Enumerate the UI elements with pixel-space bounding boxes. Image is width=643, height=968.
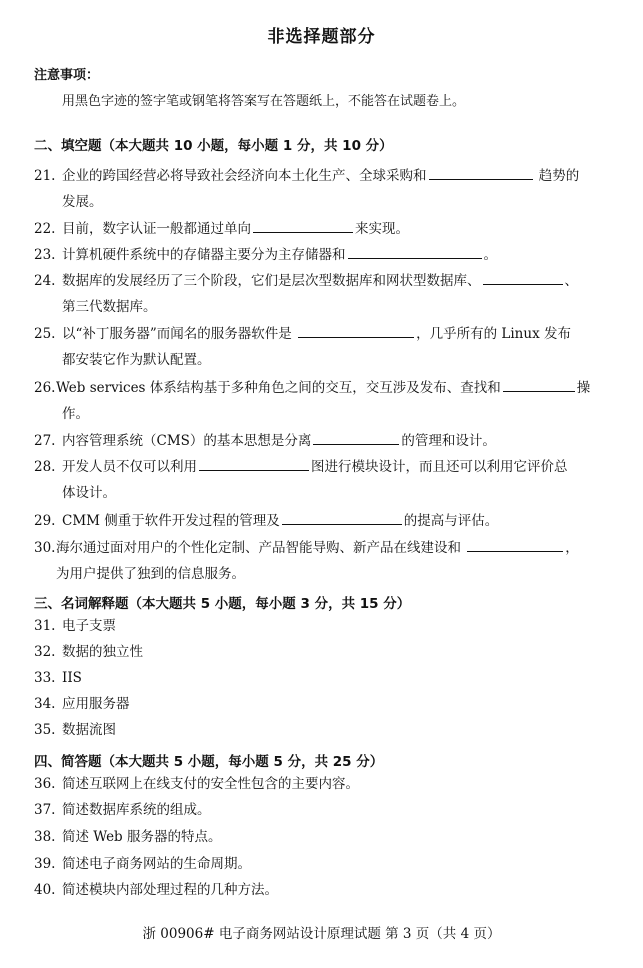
answer-blank (429, 165, 533, 180)
question-number: 25. (34, 326, 56, 342)
section-heading-fill-blank: 二、填空题（本大题共 10 小题，每小题 1 分，共 10 分） (34, 138, 393, 154)
question-number: 21. (34, 168, 56, 184)
question-38 (34, 824, 619, 850)
question-text: 简述模块内部处理过程的几种方法。 (62, 882, 278, 898)
page-footer: 浙 00906# 电子商务网站设计原理试题 第 3 页（共 4 页） (142, 926, 501, 942)
question-text: 简述互联网上在线支付的安全性包含的主要内容。 (62, 776, 359, 792)
question-text: 以“补丁服务器”而闻名的服务器软件是 (62, 326, 292, 342)
question-text: 内容管理系统（CMS）的基本思想是分离 (62, 433, 312, 449)
question-text: IIS (62, 670, 82, 686)
question-number: 40. (34, 882, 56, 898)
question-number: 32. (34, 644, 56, 660)
answer-blank (199, 456, 309, 471)
question-text: 趋势的 (538, 168, 580, 184)
question-number: 35. (34, 722, 56, 738)
question-34 (34, 691, 619, 717)
question-text: 的提高与评估。 (403, 513, 499, 529)
question-text-continued: 为用户提供了独到的信息服务。 (56, 566, 245, 582)
question-text: 数据的独立性 (62, 644, 143, 660)
question-27 (34, 428, 619, 454)
question-text: 电子支票 (62, 618, 116, 634)
question-33 (34, 665, 619, 691)
question-number: 27. (34, 433, 56, 449)
question-23 (34, 242, 619, 268)
question-text: CMM 侧重于软件开发过程的管理及 (62, 513, 280, 529)
question-text: Web services 体系结构基于多种角色之间的交互，交互涉及发布、查找和 (56, 380, 501, 396)
question-24 (34, 268, 619, 320)
question-22 (34, 216, 619, 242)
question-text: 开发人员不仅可以利用 (62, 459, 197, 475)
question-text: 操 (576, 380, 591, 396)
question-text-continued: 作。 (62, 406, 89, 422)
question-text-continued: 发展。 (62, 194, 103, 210)
question-35 (34, 717, 619, 743)
page-title: 非选择题部分 (267, 27, 376, 47)
question-number: 24. (34, 273, 56, 289)
question-25 (34, 321, 619, 373)
notice-text: 用黑色字迹的签字笔或钢笔将答案写在答题纸上，不能答在试题卷上。 (62, 94, 466, 109)
answer-blank (313, 430, 399, 445)
question-text: ，几乎所有的 Linux 发布 (416, 326, 571, 342)
question-number: 39. (34, 856, 56, 872)
question-text: 计算机硬件系统中的存储器主要分为主存储器和 (62, 247, 346, 263)
question-text: 目前，数字认证一般都通过单向 (62, 221, 251, 237)
question-30 (34, 535, 619, 587)
question-36 (34, 771, 619, 797)
question-text: 。 (483, 247, 497, 263)
question-text: ， (565, 540, 579, 556)
question-text: 应用服务器 (62, 696, 130, 712)
question-37 (34, 797, 619, 823)
question-31 (34, 613, 619, 639)
question-number: 37. (34, 802, 56, 818)
question-number: 29. (34, 513, 56, 529)
question-text: 简述 Web 服务器的特点。 (62, 829, 222, 845)
question-number: 33. (34, 670, 56, 686)
question-28 (34, 454, 619, 506)
question-text: 的管理和设计。 (401, 433, 496, 449)
question-39 (34, 851, 619, 877)
question-text: 企业的跨国经营必将导致社会经济向本土化生产、全球采购和 (62, 168, 427, 184)
question-text: 图进行模块设计，而且还可以利用它评价总 (311, 459, 568, 475)
question-26 (34, 375, 619, 427)
answer-blank (298, 323, 414, 338)
answer-blank (282, 510, 402, 525)
question-text-continued: 第三代数据库。 (62, 299, 157, 315)
question-number: 26. (34, 380, 56, 396)
question-number: 36. (34, 776, 56, 792)
question-text-continued: 体设计。 (62, 485, 116, 501)
answer-blank (483, 270, 563, 285)
question-text: 简述数据库系统的组成。 (62, 802, 211, 818)
question-text: 来实现。 (355, 221, 409, 237)
question-number: 28. (34, 459, 56, 475)
question-number: 31. (34, 618, 56, 634)
answer-blank (348, 244, 482, 259)
answer-blank (253, 218, 353, 233)
question-text: 数据库的发展经历了三个阶段，它们是层次型数据库和网状型数据库、 (62, 273, 481, 289)
question-40 (34, 877, 619, 903)
question-number: 23. (34, 247, 56, 263)
question-29 (34, 508, 619, 534)
question-number: 38. (34, 829, 56, 845)
question-text: 简述电子商务网站的生命周期。 (62, 856, 251, 872)
question-text: 、 (564, 273, 578, 289)
question-32 (34, 639, 619, 665)
answer-blank (503, 377, 575, 392)
question-number: 22. (34, 221, 56, 237)
question-text: 海尔通过面对用户的个性化定制、产品智能导购、新产品在线建设和 (56, 540, 461, 556)
answer-blank (467, 537, 563, 552)
question-number: 30. (34, 540, 56, 556)
question-21 (34, 163, 619, 215)
section-heading-short-answer: 四、简答题（本大题共 5 小题，每小题 5 分，共 25 分） (34, 754, 384, 770)
question-text-continued: 都安装它作为默认配置。 (62, 352, 211, 368)
question-text: 数据流图 (62, 722, 116, 738)
section-heading-terms: 三、名词解释题（本大题共 5 小题，每小题 3 分，共 15 分） (34, 596, 411, 612)
notice-heading: 注意事项： (34, 68, 100, 83)
question-number: 34. (34, 696, 56, 712)
